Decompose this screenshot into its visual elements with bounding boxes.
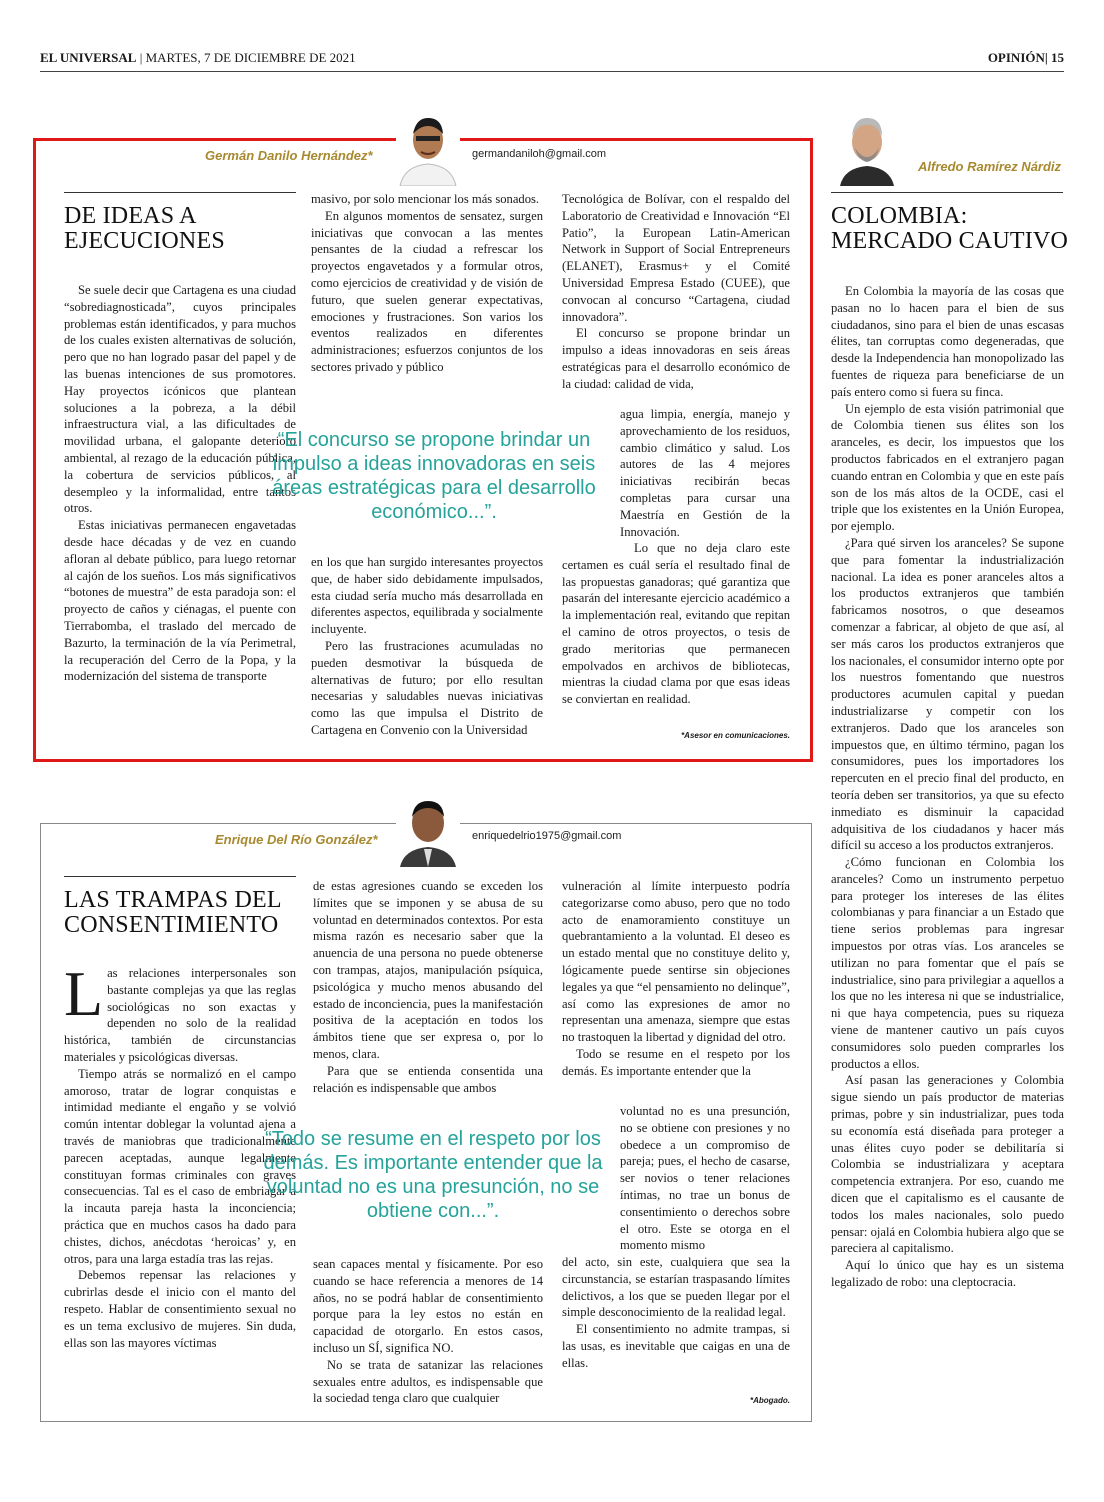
author-german-photo <box>396 110 460 186</box>
title-rule-alfredo <box>831 192 1063 193</box>
dropcap: L <box>64 958 104 1029</box>
article-trampas-col3-mid: voluntad no es una presunción, no se obtiene con presiones y no obedece a un compromiso de pareja; pues, el hecho de casarse, ser novios o tener relaciones íntimas, no trae un bonus de consentimiento o derechos sobre el otro. Este se otorga en el momento mismo <box>620 1104 790 1253</box>
article-colombia-body: En Colombia la mayoría de las cosas que pasan no lo hacen para el bien de sus ciudadanos, sino para el bien de unas escasas élites, tan corruptas como degeneradas, que desde la Independencia han monopolizado las fuentes de riqueza para beneficiarse de un país entero como si fuera su finca. Un ejemplo de esta visión patrimonial que de Colombia tienen sus élites son los aranceles, es decir, los impuestos que los productos fabricados en el extranjero pagan cuando entran en Colombia y que en este país son de los más altos de la OCDE, casi el triple que los existentes en la Unión Europea, por ejemplo. ¿Para qué sirven los aranceles? Se supone que para fomentar la industrialización nacional. La idea es poner aranceles altos a los productos extranjeros que también fabricamos nosotros, o que deseamos comenzar a fabricar, al objeto de que así, al ser más caros los productos extranjeros que los nacionales, el consumidor interno opte por los nuestros fomentando que nuestros productores acumulen capital y puedan industrializarse y competir con los extranjeros. Dado que los aranceles son impuestos que, en último término, pagan los consumidores, pues los importadores los repercuten en el precio final del producto, en teoría deben ser transitorios, ya que su efecto inmediato es disminuir la capacidad adquisitiva de los ciudadanos y hacer más difícil su acceso a los productos extranjeros. ¿Cómo funcionan en Colombia los aranceles? Como un instrumento perpetuo para proteger los intereses de las élites colombianas y para financiar a un Estado que tiene serios problemas para ingresar impuestos por otras vías. Los aranceles se utilizan no para fomentar que el país se industrialice, sino para privilegiar a aquellos a los que no les interesa ni que se industrialice, ni que haya competencia, pues su riqueza viene de mantener cautivo un país cuyos consumidores solo pueden comprarles los productos a ellos. Así pasan las generaciones y Colombia sigue siendo un país productor de materias primas, pobre y sin industrializar, pues toda su economía está diseñada para proteger a unas élites cuyo poder se debilitaría si Colombia se industrializara y aceptara competencia extranjera. Por eso, cuando me dicen que el capitalismo es el causante de todos los males nacionales, solo puedo pensar: ojalá en Colombia hubiera algo que se pareciera al capitalismo. Aquí lo único que hay es un sistema legalizado de robo: una cleptocracia. <box>831 284 1064 1290</box>
author-enrique: Enrique Del Río González* <box>215 832 378 847</box>
email-enrique: enriquedelrio1975@gmail.com <box>472 830 622 842</box>
issue-date: MARTES, 7 DE DICIEMBRE DE 2021 <box>145 50 356 65</box>
article-trampas-col3-top: vulneración al límite interpuesto podría categorizarse como abuso, pero que no todo acto de enamoramiento constituye un quebrantamiento a la voluntad. El deseo es un estado mental que no constituye delito y, lógicamente puede sentirse sin objeciones legales ya que “el pensamiento no delinque”, así como las expresiones de amor no representan una amenaza, siempre que estas no trastoquen la libertad y dignidad del otro. Todo se resume en el respeto por los demás. Es importante entender que la <box>562 879 790 1078</box>
article-ideas-col3-top: Tecnológica de Bolívar, con el respaldo del Laboratorio de Creatividad e Innovación “El Patio”, la European Latin-American Network in Support of Social Entrepreneurs (ELANET), Erasmus+ y el Comité Universidad Empresa Estado (CUEE), que convocan al concurso “Cartagena, ciudad innovadora”. El concurso se propone brindar un impulso a ideas innovadoras en seis áreas estratégicas para el desarrollo económico de la ciudad: calidad de vida, <box>562 192 790 391</box>
page-number: 15 <box>1051 50 1064 65</box>
article-trampas-col3-bottom: del acto, sin este, cualquiera que sea la circunstancia, se estarían traspasando límites delictivos, a los que se pueden llegar por el simple desconocimiento de la realidad legal. El consentimiento no admite trampas, si las usas, es inevitable que caigas en una de ellas. <box>562 1255 790 1370</box>
author-german: Germán Danilo Hernández* <box>205 148 373 163</box>
article-ideas-col3-bottom: Lo que no deja claro este certamen es cuál sería el resultado final de las propuestas ganadoras; qué garantiza que pasarán del interesante ejercicio académico a la implementación real, evitando que repitan el camino de otros proyectos, o tesis de grado meritorias que permanecen empolvados en archivos de bibliotecas, mientras la ciudad clama por que esas ideas se conviertan en realidad. <box>562 541 790 707</box>
article-title-colombia: COLOMBIA: MERCADO CAUTIVO <box>831 203 1068 254</box>
author-enrique-photo <box>396 795 460 867</box>
article-trampas-col2-top: de estas agresiones cuando se exceden los límites que se imponen y se abusa de su voluntad en determinados contextos. Por esta misma razón es necesario saber que la anuencia de una persona no puede obtenerse con trampas, atajos, manipulación psíquica, psicológica y mucho menos abusando del estado de inconciencia, pues la manifestación positiva de la aceptación en todos los ámbitos tiene que ser expresa o, por lo menos, clara. Para que se entienda consentida una relación es indispensable que ambos <box>313 879 543 1095</box>
title-rule <box>64 192 296 193</box>
email-german: germandaniloh@gmail.com <box>472 148 607 160</box>
article-trampas-col2-bottom: sean capaces mental y físicamente. Por eso cuando se hace referencia a menores de 14 años, no se podrá hablar de consentimiento porque para la ley estos no están en capacidad de otorgarlo. En estos casos, incluso un SÍ, significa NO. No se trata de satanizar las relaciones sexuales entre adultos, es indispensable que la sociedad tenga claro que cualquier <box>313 1257 543 1406</box>
article-ideas-col2-top: masivo, por solo mencionar los más sonados. En algunos momentos de sensatez, surgen iniciativas que convocan a las mentes pensantes de la ciudad a refrescar los proyectos engavetados y a formular otros, como ejercicios de creatividad y de visión de futuro, que suelen generar expectativas, emociones y frustraciones. Son varios los eventos realizados en diferentes administraciones; esfuerzos conjuntos de los sectores privado y público <box>311 192 543 374</box>
footnote-german: *Asesor en comunicaciones. <box>681 731 790 740</box>
title-rule-trampas <box>64 876 296 877</box>
pull-quote-trampas: “Todo se resume en el respeto por los demás. Es importante entender que la voluntad no es una presunción, no se obtiene con...”. <box>263 1128 603 1222</box>
article-title-ideas: DE IDEAS A EJECUCIONES <box>64 203 225 254</box>
author-alfredo-photo <box>838 110 896 186</box>
author-alfredo: Alfredo Ramírez Nárdiz <box>918 159 1062 174</box>
article-ideas-col1: Se suele decir que Cartagena es una ciudad “sobrediagnosticada”, cuyos principales problemas están identificados, y para muchos de los cuales existen alternativas de solución, pero que no han logrado pasar del papel y de las buenas intenciones de sus promotores. Hay proyectos icónicos que plantean soluciones a la pobreza, a la débil infraestructura vial, a las dificultades de movilidad urbana, el galopante deterioro ambiental, al rezago de la educación pública, la cobertura de servicios públicos, al desempleo y la informalidad, entre tantos otros. Estas iniciativas permanecen engavetadas desde hace décadas y de vez en cuando afloran al debate público, para luego retornar al cajón de los sueños. Los más significativos “botones de muestra” de esta paradoja son: el proyecto de caños y ciénagas, el puente con Tierrabomba, el traslado del mercado de Bazurto, la terminación de la vía Perimetral, la recuperación del Cerro de la Popa, y la modernización del sistema de transporte <box>64 283 296 684</box>
section-name: OPINIÓN <box>987 50 1045 65</box>
pull-quote-ideas: “El concurso se propone brindar un impulso a ideas innovadoras en seis áreas estratégicas para el desarrollo económico...”. <box>272 429 596 523</box>
footnote-enrique: *Abogado. <box>750 1396 790 1405</box>
header-rule <box>40 71 1064 72</box>
article-ideas-col2-bottom: en los que han surgido interesantes proyectos que, de haber sido debidamente impulsados, esta ciudad sería mucho más desarrollada en diferentes aspectos, equilibrada y socialmente incluyente. Pero las frustraciones acumuladas no pueden desmotivar la búsqueda de alternativas de futuro; por ello resultan necesarias y saludables nuevas iniciativas como las que impulsa el Distrito de Cartagena en Convenio con la Universidad <box>311 555 543 737</box>
paper-name: EL UNIVERSAL <box>40 50 137 65</box>
article-trampas-col1: Las relaciones interpersonales son bastante complejas ya que las reglas sociológicas no son exactas y dependen no solo de la realidad histórica, también de circunstancias materiales y psicológicas diversas. Tiempo atrás se normalizó en el campo amoroso, tratar de lograr conquistas e intimidad mediante el engaño y se volvió común intentar doblegar la voluntad ajena a través de maniobras que tradicionalmente parecen aceptadas, aunque legalmente constituyan formas criminales con graves consecuencias. Tal es el caso de embriagar a la incauta pareja hasta la inconciencia; práctica que en muchos casos ha dado para chistes, dichos, anécdotas ‘heroicas’ y, en otros, para una larga estadía tras las rejas. Debemos repensar las relaciones y cubrirlas desde el inicio con el manto del respeto. Hablar de consentimiento sexual no es un tema exclusivo de mujeres. Sin duda, ellas son las mayores víctimas <box>64 958 296 1350</box>
masthead: EL UNIVERSAL | MARTES, 7 DE DICIEMBRE DE 2021 <box>40 50 356 65</box>
section-label: OPINIÓN| 15 <box>987 50 1064 65</box>
article-title-trampas: LAS TRAMPAS DEL CONSENTIMIENTO <box>64 887 282 938</box>
article-ideas-col3-mid: agua limpia, energía, manejo y aprovechamiento de los residuos, cambio climático y salud. Los autores de las 4 mejores iniciativas recibirán becas completas para cursar una Maestría en Gestión de la Innovación. <box>620 407 790 539</box>
